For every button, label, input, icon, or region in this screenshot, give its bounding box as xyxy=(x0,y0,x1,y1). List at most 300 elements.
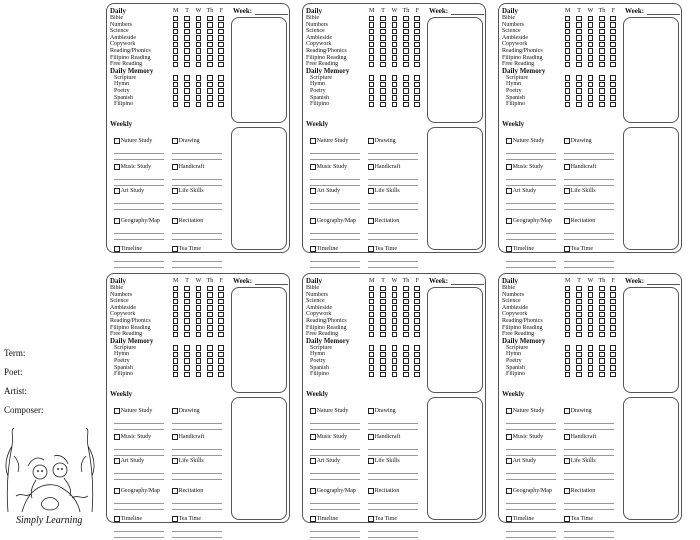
day-checkbox[interactable] xyxy=(377,371,388,378)
day-checkbox[interactable] xyxy=(608,358,619,365)
day-checkbox[interactable] xyxy=(412,285,423,292)
day-checkbox[interactable] xyxy=(181,48,192,55)
day-checkbox[interactable] xyxy=(193,28,204,35)
day-checkbox[interactable] xyxy=(585,41,596,48)
day-checkbox[interactable] xyxy=(573,331,584,338)
writing-line[interactable] xyxy=(172,509,222,510)
day-checkbox[interactable] xyxy=(170,28,181,35)
writing-line[interactable] xyxy=(114,479,164,480)
day-checkbox[interactable] xyxy=(573,285,584,292)
notes-box-top[interactable] xyxy=(427,17,483,123)
day-checkbox[interactable] xyxy=(562,358,573,365)
writing-line[interactable] xyxy=(506,185,556,186)
day-checkbox[interactable] xyxy=(596,35,607,42)
day-checkbox[interactable] xyxy=(204,95,215,102)
weekly-checkbox[interactable] xyxy=(368,458,374,464)
day-checkbox[interactable] xyxy=(181,88,192,95)
weekly-checkbox[interactable] xyxy=(564,434,570,440)
day-checkbox[interactable] xyxy=(193,345,204,352)
day-checkbox[interactable] xyxy=(216,55,227,62)
day-checkbox[interactable] xyxy=(193,75,204,82)
day-checkbox[interactable] xyxy=(366,55,377,62)
writing-line[interactable] xyxy=(172,473,222,474)
day-checkbox[interactable] xyxy=(596,311,607,318)
writing-line[interactable] xyxy=(368,267,418,268)
notes-box-bottom[interactable] xyxy=(427,127,483,250)
day-checkbox[interactable] xyxy=(193,298,204,305)
weekly-checkbox[interactable] xyxy=(172,408,178,414)
day-checkbox[interactable] xyxy=(400,285,411,292)
day-checkbox[interactable] xyxy=(389,351,400,358)
weekly-item[interactable] xyxy=(506,458,536,464)
day-checkbox[interactable] xyxy=(400,35,411,42)
day-checkbox[interactable] xyxy=(181,305,192,312)
writing-line[interactable] xyxy=(368,203,418,204)
day-checkbox[interactable] xyxy=(562,285,573,292)
day-checkbox[interactable] xyxy=(608,285,619,292)
day-checkbox[interactable] xyxy=(400,351,411,358)
day-checkbox[interactable] xyxy=(216,41,227,48)
day-checkbox[interactable] xyxy=(608,351,619,358)
day-checkbox[interactable] xyxy=(216,15,227,22)
day-checkbox[interactable] xyxy=(216,292,227,299)
day-checkbox[interactable] xyxy=(181,358,192,365)
day-checkbox[interactable] xyxy=(193,358,204,365)
day-checkbox[interactable] xyxy=(193,55,204,62)
day-checkbox[interactable] xyxy=(562,48,573,55)
day-checkbox[interactable] xyxy=(204,318,215,325)
writing-line[interactable] xyxy=(368,261,418,262)
day-checkbox[interactable] xyxy=(596,41,607,48)
weekly-item[interactable] xyxy=(368,188,400,194)
day-checkbox[interactable] xyxy=(170,88,181,95)
writing-line[interactable] xyxy=(368,159,418,160)
day-checkbox[interactable] xyxy=(204,371,215,378)
day-checkbox[interactable] xyxy=(377,88,388,95)
day-checkbox[interactable] xyxy=(400,311,411,318)
writing-line[interactable] xyxy=(172,503,222,504)
day-checkbox[interactable] xyxy=(562,292,573,299)
weekly-item[interactable] xyxy=(564,516,593,522)
writing-line[interactable] xyxy=(172,267,222,268)
writing-line[interactable] xyxy=(310,203,360,204)
day-checkbox[interactable] xyxy=(204,325,215,332)
writing-line[interactable] xyxy=(310,455,360,456)
day-checkbox[interactable] xyxy=(366,88,377,95)
day-checkbox[interactable] xyxy=(573,345,584,352)
writing-line[interactable] xyxy=(368,509,418,510)
weekly-item[interactable] xyxy=(172,138,200,144)
day-checkbox[interactable] xyxy=(562,351,573,358)
weekly-item[interactable] xyxy=(310,188,340,194)
writing-line[interactable] xyxy=(506,209,556,210)
day-checkbox[interactable] xyxy=(573,61,584,68)
weekly-checkbox[interactable] xyxy=(564,164,570,170)
weekly-item[interactable] xyxy=(172,434,204,440)
weekly-checkbox[interactable] xyxy=(310,164,316,170)
day-checkbox[interactable] xyxy=(366,365,377,372)
weekly-checkbox[interactable] xyxy=(310,218,316,224)
weekly-checkbox[interactable] xyxy=(114,408,120,414)
weekly-item[interactable] xyxy=(368,488,399,494)
day-checkbox[interactable] xyxy=(608,15,619,22)
day-checkbox[interactable] xyxy=(170,358,181,365)
day-checkbox[interactable] xyxy=(366,22,377,29)
writing-line[interactable] xyxy=(506,179,556,180)
writing-line[interactable] xyxy=(368,455,418,456)
day-checkbox[interactable] xyxy=(389,358,400,365)
day-checkbox[interactable] xyxy=(366,285,377,292)
day-checkbox[interactable] xyxy=(377,61,388,68)
writing-line[interactable] xyxy=(114,509,164,510)
weekly-checkbox[interactable] xyxy=(114,434,120,440)
day-checkbox[interactable] xyxy=(181,81,192,88)
weekly-checkbox[interactable] xyxy=(368,516,374,522)
weekly-checkbox[interactable] xyxy=(506,516,512,522)
day-checkbox[interactable] xyxy=(181,325,192,332)
day-checkbox[interactable] xyxy=(596,318,607,325)
writing-line[interactable] xyxy=(368,185,418,186)
day-checkbox[interactable] xyxy=(193,35,204,42)
day-checkbox[interactable] xyxy=(596,345,607,352)
day-checkbox[interactable] xyxy=(596,285,607,292)
day-checkbox[interactable] xyxy=(562,318,573,325)
writing-line[interactable] xyxy=(506,239,556,240)
weekly-checkbox[interactable] xyxy=(564,218,570,224)
day-checkbox[interactable] xyxy=(596,101,607,108)
day-checkbox[interactable] xyxy=(400,61,411,68)
writing-line[interactable] xyxy=(114,503,164,504)
day-checkbox[interactable] xyxy=(377,331,388,338)
writing-line[interactable] xyxy=(114,423,164,424)
writing-line[interactable] xyxy=(506,267,556,268)
day-checkbox[interactable] xyxy=(366,28,377,35)
writing-line[interactable] xyxy=(368,179,418,180)
writing-line[interactable] xyxy=(310,503,360,504)
writing-line[interactable] xyxy=(172,159,222,160)
day-checkbox[interactable] xyxy=(216,358,227,365)
day-checkbox[interactable] xyxy=(400,81,411,88)
day-checkbox[interactable] xyxy=(608,75,619,82)
day-checkbox[interactable] xyxy=(412,75,423,82)
day-checkbox[interactable] xyxy=(377,22,388,29)
day-checkbox[interactable] xyxy=(389,28,400,35)
day-checkbox[interactable] xyxy=(596,292,607,299)
day-checkbox[interactable] xyxy=(389,35,400,42)
day-checkbox[interactable] xyxy=(389,325,400,332)
day-checkbox[interactable] xyxy=(366,371,377,378)
day-checkbox[interactable] xyxy=(562,75,573,82)
day-checkbox[interactable] xyxy=(400,48,411,55)
weekly-item[interactable] xyxy=(564,458,596,464)
day-checkbox[interactable] xyxy=(216,325,227,332)
writing-line[interactable] xyxy=(564,203,614,204)
day-checkbox[interactable] xyxy=(181,318,192,325)
writing-line[interactable] xyxy=(368,503,418,504)
day-checkbox[interactable] xyxy=(216,345,227,352)
day-checkbox[interactable] xyxy=(596,305,607,312)
day-checkbox[interactable] xyxy=(216,35,227,42)
day-checkbox[interactable] xyxy=(573,75,584,82)
day-checkbox[interactable] xyxy=(562,325,573,332)
day-checkbox[interactable] xyxy=(377,351,388,358)
day-checkbox[interactable] xyxy=(585,101,596,108)
weekly-checkbox[interactable] xyxy=(114,138,120,144)
writing-line[interactable] xyxy=(564,239,614,240)
weekly-item[interactable] xyxy=(368,246,397,252)
weekly-checkbox[interactable] xyxy=(114,516,120,522)
day-checkbox[interactable] xyxy=(204,311,215,318)
day-checkbox[interactable] xyxy=(170,292,181,299)
day-checkbox[interactable] xyxy=(400,41,411,48)
day-checkbox[interactable] xyxy=(216,311,227,318)
day-checkbox[interactable] xyxy=(608,371,619,378)
day-checkbox[interactable] xyxy=(400,95,411,102)
day-checkbox[interactable] xyxy=(573,95,584,102)
day-checkbox[interactable] xyxy=(585,15,596,22)
weekly-item[interactable] xyxy=(114,246,142,252)
day-checkbox[interactable] xyxy=(389,15,400,22)
day-checkbox[interactable] xyxy=(608,35,619,42)
day-checkbox[interactable] xyxy=(596,358,607,365)
day-checkbox[interactable] xyxy=(585,88,596,95)
day-checkbox[interactable] xyxy=(204,331,215,338)
day-checkbox[interactable] xyxy=(412,318,423,325)
day-checkbox[interactable] xyxy=(389,365,400,372)
day-checkbox[interactable] xyxy=(562,365,573,372)
day-checkbox[interactable] xyxy=(389,285,400,292)
writing-line[interactable] xyxy=(172,239,222,240)
day-checkbox[interactable] xyxy=(181,28,192,35)
day-checkbox[interactable] xyxy=(412,325,423,332)
writing-line[interactable] xyxy=(564,185,614,186)
day-checkbox[interactable] xyxy=(573,35,584,42)
day-checkbox[interactable] xyxy=(585,318,596,325)
weekly-item[interactable] xyxy=(114,488,160,494)
day-checkbox[interactable] xyxy=(170,365,181,372)
weekly-item[interactable] xyxy=(114,408,152,414)
day-checkbox[interactable] xyxy=(366,345,377,352)
day-checkbox[interactable] xyxy=(366,325,377,332)
notes-box-bottom[interactable] xyxy=(623,397,679,520)
writing-line[interactable] xyxy=(506,531,556,532)
day-checkbox[interactable] xyxy=(193,22,204,29)
day-checkbox[interactable] xyxy=(608,101,619,108)
weekly-item[interactable] xyxy=(506,164,543,170)
day-checkbox[interactable] xyxy=(193,15,204,22)
day-checkbox[interactable] xyxy=(216,88,227,95)
day-checkbox[interactable] xyxy=(573,358,584,365)
writing-line[interactable] xyxy=(114,455,164,456)
day-checkbox[interactable] xyxy=(181,331,192,338)
weekly-checkbox[interactable] xyxy=(564,488,570,494)
notes-box-top[interactable] xyxy=(231,17,287,123)
weekly-checkbox[interactable] xyxy=(368,434,374,440)
day-checkbox[interactable] xyxy=(412,35,423,42)
day-checkbox[interactable] xyxy=(562,22,573,29)
writing-line[interactable] xyxy=(564,455,614,456)
day-checkbox[interactable] xyxy=(377,292,388,299)
day-checkbox[interactable] xyxy=(573,351,584,358)
weekly-checkbox[interactable] xyxy=(172,516,178,522)
writing-line[interactable] xyxy=(564,179,614,180)
weekly-item[interactable] xyxy=(506,246,534,252)
day-checkbox[interactable] xyxy=(585,371,596,378)
day-checkbox[interactable] xyxy=(608,55,619,62)
weekly-item[interactable] xyxy=(564,434,596,440)
weekly-checkbox[interactable] xyxy=(506,188,512,194)
weekly-checkbox[interactable] xyxy=(368,218,374,224)
day-checkbox[interactable] xyxy=(562,35,573,42)
day-checkbox[interactable] xyxy=(562,55,573,62)
weekly-checkbox[interactable] xyxy=(172,188,178,194)
day-checkbox[interactable] xyxy=(608,318,619,325)
notes-box-bottom[interactable] xyxy=(623,127,679,250)
day-checkbox[interactable] xyxy=(412,15,423,22)
writing-line[interactable] xyxy=(114,239,164,240)
week-input-line[interactable] xyxy=(255,284,288,285)
weekly-checkbox[interactable] xyxy=(368,488,374,494)
weekly-checkbox[interactable] xyxy=(114,488,120,494)
day-checkbox[interactable] xyxy=(216,365,227,372)
day-checkbox[interactable] xyxy=(585,285,596,292)
day-checkbox[interactable] xyxy=(193,305,204,312)
weekly-checkbox[interactable] xyxy=(506,246,512,252)
day-checkbox[interactable] xyxy=(596,55,607,62)
writing-line[interactable] xyxy=(172,449,222,450)
day-checkbox[interactable] xyxy=(377,15,388,22)
writing-line[interactable] xyxy=(506,429,556,430)
weekly-item[interactable] xyxy=(172,188,204,194)
weekly-checkbox[interactable] xyxy=(114,458,120,464)
writing-line[interactable] xyxy=(506,537,556,538)
day-checkbox[interactable] xyxy=(400,325,411,332)
day-checkbox[interactable] xyxy=(193,88,204,95)
day-checkbox[interactable] xyxy=(573,318,584,325)
weekly-item[interactable] xyxy=(172,458,204,464)
day-checkbox[interactable] xyxy=(181,41,192,48)
writing-line[interactable] xyxy=(564,537,614,538)
day-checkbox[interactable] xyxy=(562,81,573,88)
day-checkbox[interactable] xyxy=(608,325,619,332)
weekly-item[interactable] xyxy=(506,138,544,144)
day-checkbox[interactable] xyxy=(585,358,596,365)
day-checkbox[interactable] xyxy=(216,61,227,68)
day-checkbox[interactable] xyxy=(193,331,204,338)
day-checkbox[interactable] xyxy=(377,311,388,318)
day-checkbox[interactable] xyxy=(585,365,596,372)
day-checkbox[interactable] xyxy=(366,75,377,82)
day-checkbox[interactable] xyxy=(389,81,400,88)
weekly-item[interactable] xyxy=(564,408,592,414)
weekly-item[interactable] xyxy=(310,458,340,464)
weekly-item[interactable] xyxy=(172,516,201,522)
day-checkbox[interactable] xyxy=(608,305,619,312)
day-checkbox[interactable] xyxy=(181,101,192,108)
day-checkbox[interactable] xyxy=(170,75,181,82)
day-checkbox[interactable] xyxy=(573,365,584,372)
day-checkbox[interactable] xyxy=(204,88,215,95)
day-checkbox[interactable] xyxy=(366,61,377,68)
writing-line[interactable] xyxy=(310,429,360,430)
day-checkbox[interactable] xyxy=(204,22,215,29)
weekly-checkbox[interactable] xyxy=(368,188,374,194)
day-checkbox[interactable] xyxy=(204,365,215,372)
day-checkbox[interactable] xyxy=(181,95,192,102)
weekly-checkbox[interactable] xyxy=(564,188,570,194)
day-checkbox[interactable] xyxy=(596,95,607,102)
day-checkbox[interactable] xyxy=(389,55,400,62)
notes-box-top[interactable] xyxy=(623,17,679,123)
weekly-checkbox[interactable] xyxy=(310,246,316,252)
weekly-item[interactable] xyxy=(310,516,338,522)
day-checkbox[interactable] xyxy=(596,325,607,332)
weekly-item[interactable] xyxy=(368,218,399,224)
weekly-item[interactable] xyxy=(172,246,201,252)
writing-line[interactable] xyxy=(172,537,222,538)
day-checkbox[interactable] xyxy=(573,101,584,108)
day-checkbox[interactable] xyxy=(412,101,423,108)
writing-line[interactable] xyxy=(310,509,360,510)
weekly-checkbox[interactable] xyxy=(564,246,570,252)
day-checkbox[interactable] xyxy=(366,95,377,102)
writing-line[interactable] xyxy=(172,203,222,204)
writing-line[interactable] xyxy=(172,185,222,186)
writing-line[interactable] xyxy=(506,159,556,160)
weekly-checkbox[interactable] xyxy=(172,458,178,464)
day-checkbox[interactable] xyxy=(204,351,215,358)
day-checkbox[interactable] xyxy=(573,55,584,62)
day-checkbox[interactable] xyxy=(216,75,227,82)
writing-line[interactable] xyxy=(368,423,418,424)
weekly-item[interactable] xyxy=(310,434,347,440)
day-checkbox[interactable] xyxy=(585,35,596,42)
weekly-item[interactable] xyxy=(506,188,536,194)
day-checkbox[interactable] xyxy=(170,325,181,332)
day-checkbox[interactable] xyxy=(596,331,607,338)
day-checkbox[interactable] xyxy=(170,48,181,55)
day-checkbox[interactable] xyxy=(204,15,215,22)
day-checkbox[interactable] xyxy=(389,75,400,82)
day-checkbox[interactable] xyxy=(389,95,400,102)
day-checkbox[interactable] xyxy=(573,298,584,305)
writing-line[interactable] xyxy=(114,185,164,186)
weekly-item[interactable] xyxy=(172,408,200,414)
writing-line[interactable] xyxy=(310,531,360,532)
weekly-item[interactable] xyxy=(310,218,356,224)
day-checkbox[interactable] xyxy=(204,75,215,82)
day-checkbox[interactable] xyxy=(170,41,181,48)
day-checkbox[interactable] xyxy=(204,28,215,35)
writing-line[interactable] xyxy=(114,429,164,430)
notes-box-bottom[interactable] xyxy=(427,397,483,520)
writing-line[interactable] xyxy=(506,261,556,262)
day-checkbox[interactable] xyxy=(562,41,573,48)
weekly-item[interactable] xyxy=(172,218,203,224)
day-checkbox[interactable] xyxy=(377,95,388,102)
weekly-item[interactable] xyxy=(564,488,595,494)
day-checkbox[interactable] xyxy=(181,75,192,82)
day-checkbox[interactable] xyxy=(608,331,619,338)
day-checkbox[interactable] xyxy=(585,311,596,318)
day-checkbox[interactable] xyxy=(170,285,181,292)
day-checkbox[interactable] xyxy=(216,22,227,29)
day-checkbox[interactable] xyxy=(170,35,181,42)
writing-line[interactable] xyxy=(564,503,614,504)
day-checkbox[interactable] xyxy=(366,358,377,365)
day-checkbox[interactable] xyxy=(181,15,192,22)
day-checkbox[interactable] xyxy=(204,41,215,48)
